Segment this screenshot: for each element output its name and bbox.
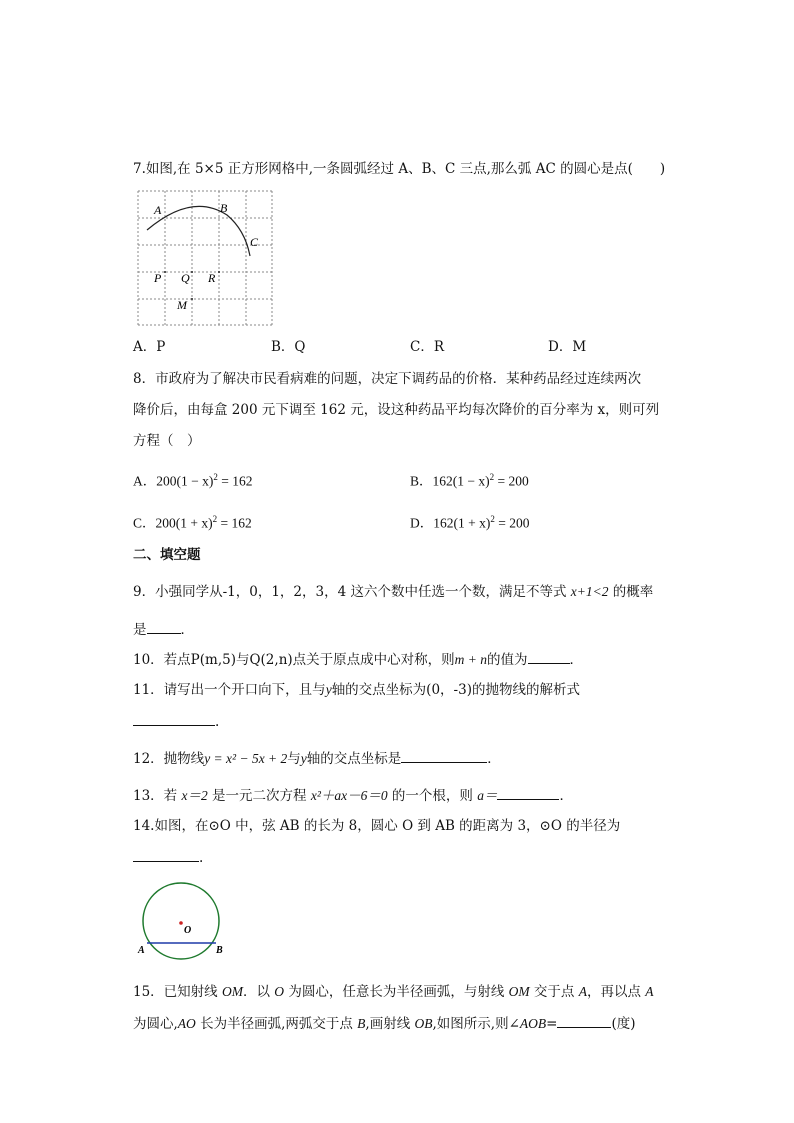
q9-answer-blank[interactable] [147,620,181,634]
q13-line: 13．若 x＝2 是一元二次方程 x²＋ax－6＝0 的一个根，则 a＝ ． [133,788,573,804]
section-title-fill-in: 二、填空题 [133,547,201,563]
q10-line: 10．若点P(m,5)与Q(2,n)点关于原点成中心对称，则m + n的值为 ． [133,652,584,668]
q8-option-a[interactable]: A．$200(1 - x)^2 = 162$ [133,472,253,489]
q7-label-b: B [220,201,228,215]
q8-option-b[interactable]: B．$162(1 - x)^2 = 200$ [410,472,529,489]
q7-grid-figure [137,190,277,328]
q9-line-1: 9．小强同学从-1，0，1，2，3，4 这六个数中任选一个数，满足不等式 x+1<2 的概率 [133,584,654,600]
q11-line-1: 11．请写出一个开口向下，且与y轴的交点坐标为(0，-3)的抛物线的解析式 [133,682,580,698]
q15-line-2: 为圆心,AO 长为半径画弧,两弧交于点 B,画射线 OB,如图所示,则∠AOB= (度) [133,1016,636,1032]
q8-option-d[interactable]: D．$162(1 + x)^2 = 200$ [410,514,530,531]
q7-arc [147,206,250,256]
q7-option-b[interactable]: B．Q [271,339,306,355]
q14-circle-figure [134,880,230,960]
q8-option-c[interactable]: C．$200(1 + x)^2 = 162$ [133,514,252,531]
q7-option-d[interactable]: D．M [548,339,587,355]
q7-label-a: A [154,203,162,217]
q14-line-1: 14.如图，在⊙O 中，弦 AB 的长为 8，圆心 O 到 AB 的距离为 3，⊙O 的半径为 [133,818,621,834]
q8-line-3: 方程（ ） [133,433,201,449]
q14-answer-blank[interactable] [133,848,199,862]
q7-label-c: C [250,235,259,249]
q14-line-2: . [133,848,203,867]
q14-circle [143,883,219,959]
q7-option-c[interactable]: C．R [410,339,444,355]
q11-line-2: . [133,712,219,731]
q12-line: 12．抛物线y = x² − 5x + 2与y轴的交点坐标是 ． [133,751,501,767]
q14-label-b: B [216,945,223,956]
q14-label-a: A [138,945,145,956]
q7-label-q: Q [181,271,190,285]
q15-answer-blank[interactable] [557,1014,611,1028]
q7-label-r: R [208,271,216,285]
q7-stem: 7.如图,在 5×5 正方形网格中,一条圆弧经过 A、B、C 三点,那么弧 AC 的圆心是点( ) [133,161,666,177]
q7-label-p: P [154,271,162,285]
q8-line-1: 8．市政府为了解决市民看病难的问题，决定下调药品的价格．某种药品经过连续两次 [133,371,642,387]
q14-center-point [179,921,183,925]
q8-line-2: 降价后，由每盒 200 元下调至 162 元，设这种药品平均每次降价的百分率为 x，则可列 [133,402,660,418]
q7-option-a[interactable]: A．P [133,339,166,355]
q13-answer-blank[interactable] [497,786,559,800]
q11-answer-blank[interactable] [133,712,215,726]
q12-answer-blank[interactable] [401,749,487,763]
q15-line-1: 15．已知射线 OM．以 O 为圆心，任意长为半径画弧，与射线 OM 交于点 A，再以点 A [133,984,654,1000]
q14-label-o: O [184,925,192,936]
q10-answer-blank[interactable] [528,650,570,664]
q9-line-2: 是 ． [133,622,194,638]
q7-label-m: M [177,298,187,312]
